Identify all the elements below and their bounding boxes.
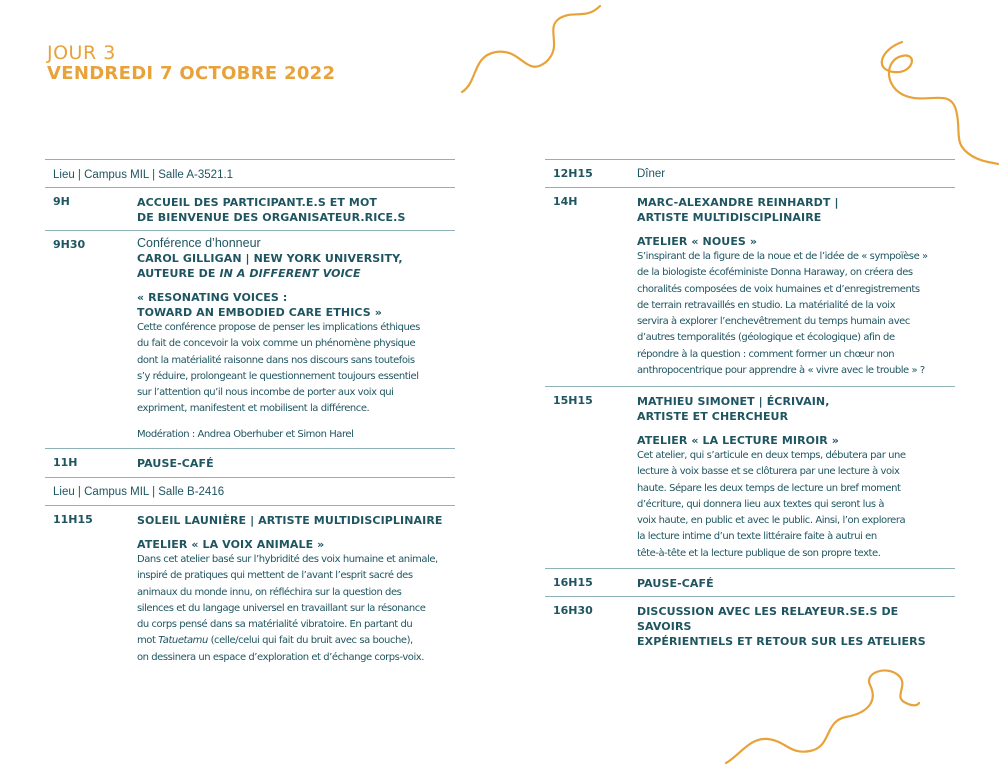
- description-line: on dessinera un espace d’exploration et d’échange corps-voix.: [137, 651, 424, 663]
- schedule-row-11h: [45, 448, 455, 477]
- speaker-role: | ARTISTE MULTIDISCIPLINAIRE: [246, 514, 443, 527]
- session-type: Conférence d’honneur: [137, 236, 261, 250]
- location-row: [45, 159, 455, 187]
- description-line: la lecture intime d’un texte littéraire faite à autrui en: [637, 531, 877, 543]
- session-title-line: EXPÉRIENTIELS ET RETOUR SUR LES ATELIERS: [637, 635, 926, 648]
- session-title-line: DISCUSSION AVEC LES RELAYEUR.SE.S DE SAVOIRS: [637, 605, 899, 633]
- schedule-row-9h30: [45, 230, 455, 448]
- time-label: 9H30: [53, 238, 86, 251]
- squiggle-decoration-top-right: [872, 40, 1000, 170]
- schedule-row-16h15: [545, 568, 955, 596]
- location-row: [45, 477, 455, 505]
- description-line: répondre à la question : comment former un chœur non: [637, 348, 895, 360]
- session-title-line: ACCUEIL DES PARTICIPANT.E.S ET MOT: [137, 196, 378, 209]
- squiggle-decoration-top-center: [460, 0, 610, 100]
- description-text: (celle/celui qui fait du bruit avec sa bouche),: [207, 635, 413, 647]
- description-line: du fait de concevoir la voix comme un phénomène physique: [137, 338, 416, 350]
- description-line: du corps pensé dans sa matérialité vibratoire. En partant du: [137, 619, 413, 631]
- book-title: IN A DIFFERENT VOICE: [219, 267, 361, 280]
- description-line: dont la matérialité raisonne dans nos discours sans toutefois: [137, 354, 415, 366]
- moderation-text: Modération : Andrea Oberhuber et Simon Harel: [137, 428, 354, 440]
- schedule-row-14h: [545, 187, 955, 386]
- session-title-line: PAUSE-CAFÉ: [637, 577, 714, 590]
- talk-title-line: TOWARD AN EMBODIED CARE ETHICS »: [137, 306, 382, 319]
- schedule-row-9h: [45, 187, 455, 230]
- description-line: de terrain retravaillés en studio. La matérialité de la voix: [637, 299, 896, 311]
- page-header: [47, 43, 335, 85]
- description-line: servira à explorer l’enchevêtrement du temps humain avec: [637, 316, 910, 328]
- left-column: [45, 159, 455, 676]
- description-line: silences et du langage universel en travaillant sur la résonance: [137, 602, 426, 614]
- talk-description: [137, 320, 455, 418]
- session-title-line: PAUSE-CAFÉ: [137, 457, 214, 470]
- speaker-line: MARC-ALEXANDRE REINHARDT |: [637, 196, 839, 209]
- time-label: 11H: [53, 456, 78, 469]
- description-line: sur l’attention qu’il nous incombe de porter aux voix qui: [137, 387, 394, 399]
- description-line: s’y réduire, prolongeant le questionnement toujours essentiel: [137, 370, 419, 382]
- description-line: de la biologiste écoféministe Donna Haraway, on créera des: [637, 267, 913, 279]
- talk-title-line: « RESONATING VOICES :: [137, 291, 288, 304]
- schedule-row-16h30: [545, 596, 955, 648]
- description-line: S’inspirant de la figure de la noue et de l’idée de « sympoïèse »: [637, 251, 928, 262]
- location-text: Lieu | Campus MIL | Salle A-3521.1: [53, 169, 234, 181]
- atelier-title: ATELIER « LA VOIX ANIMALE »: [137, 538, 325, 551]
- session-title: Dîner: [637, 168, 666, 180]
- speaker-line: [137, 266, 455, 281]
- description-line: [137, 633, 455, 649]
- speaker-line: [137, 513, 455, 528]
- time-label: 16H30: [553, 604, 593, 617]
- description-line: d’écriture, qui donnera lieu aux textes qui seront lus à: [637, 498, 885, 510]
- description-line: haute. Sépare les deux temps de lecture un bref moment: [637, 482, 901, 494]
- description-line: Cet atelier, qui s’articule en deux temps, débutera par une: [637, 450, 906, 461]
- location-text: Lieu | Campus MIL | Salle B-2416: [53, 486, 225, 498]
- speaker-line: MATHIEU SIMONET | ÉCRIVAIN,: [637, 395, 830, 408]
- description-line: expriment, manifestent et mobilisent la différence.: [137, 403, 370, 415]
- atelier-description: [137, 552, 455, 666]
- description-line: d’autres temporalités (géologique et écologique) afin de: [637, 332, 895, 344]
- time-label: 16H15: [553, 576, 593, 589]
- atelier-title: ATELIER « NOUES »: [637, 235, 758, 248]
- schedule-row-11h15: [45, 505, 455, 676]
- atelier-title: ATELIER « LA LECTURE MIROIR »: [637, 434, 839, 447]
- description-line: Dans cet atelier basé sur l’hybridité des voix humaine et animale,: [137, 554, 438, 565]
- speaker-name: SOLEIL LAUNIÈRE: [137, 514, 247, 527]
- atelier-description: [637, 249, 955, 379]
- time-label: 11H15: [53, 513, 93, 526]
- time-label: 9H: [53, 195, 70, 208]
- description-line: voix haute, en public et avec le public. Ainsi, l’on explorera: [637, 515, 906, 527]
- atelier-description: [637, 448, 955, 562]
- schedule-row-12h15: [545, 159, 955, 187]
- description-line: animaux du monde innu, on réfléchira sur la question des: [137, 586, 402, 598]
- squiggle-decoration-bottom-right: [720, 655, 920, 773]
- date-label: VENDREDI 7 OCTOBRE 2022: [47, 63, 336, 84]
- description-line: inspiré de pratiques qui mettent de l’avant l’esprit sacré des: [137, 570, 413, 582]
- time-label: 12H15: [553, 167, 593, 180]
- description-line: lecture à voix basse et se clôturera par une lecture à voix: [637, 466, 900, 478]
- speaker-text: AUTEURE DE: [137, 267, 220, 280]
- time-label: 15H15: [553, 394, 593, 407]
- right-column: [545, 159, 955, 648]
- description-line: Cette conférence propose de penser les implications éthiques: [137, 322, 420, 333]
- description-text: mot: [137, 635, 159, 647]
- description-line: anthropocentrique pour apprendre à « vivre avec le trouble » ?: [637, 365, 925, 377]
- word-tatuetamu: Tatuetamu: [158, 635, 208, 647]
- speaker-line: ARTISTE ET CHERCHEUR: [637, 410, 789, 423]
- session-title-line: DE BIENVENUE DES ORGANISATEUR.RICE.S: [137, 211, 406, 224]
- speaker-line: CAROL GILLIGAN | NEW YORK UNIVERSITY,: [137, 252, 403, 265]
- description-line: tête-à-tête et la lecture publique de son propre texte.: [637, 547, 881, 559]
- description-line: choralités composées de voix humaines et d’enregistrements: [637, 283, 920, 295]
- speaker-line: ARTISTE MULTIDISCIPLINAIRE: [637, 211, 822, 224]
- time-label: 14H: [553, 195, 578, 208]
- schedule-row-15h15: [545, 386, 955, 568]
- day-label: JOUR 3: [47, 42, 116, 64]
